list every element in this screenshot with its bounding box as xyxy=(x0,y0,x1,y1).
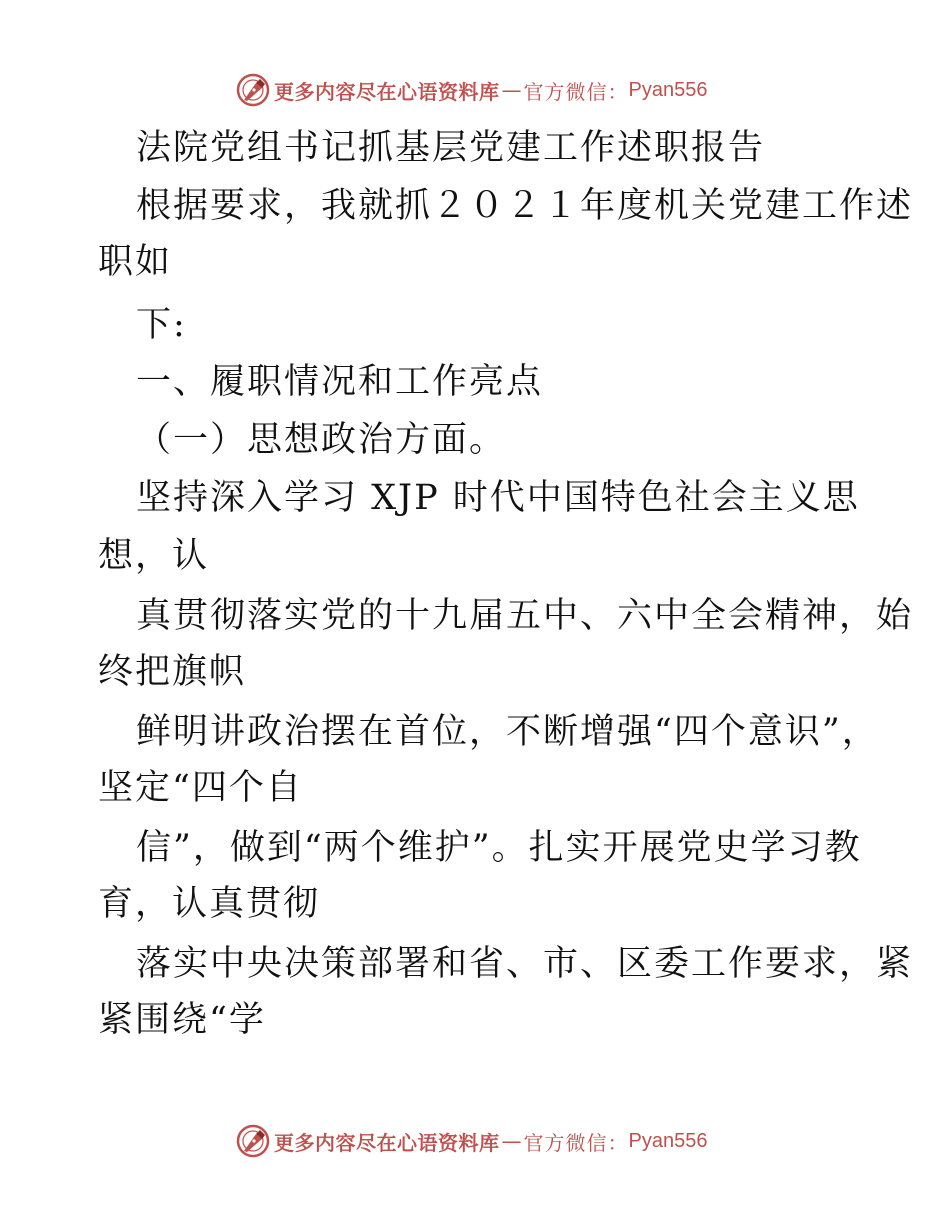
paragraph-line: 根据要求，我就抓２０２１年度机关党建工作述 xyxy=(136,186,914,226)
paragraph-line: 下: xyxy=(136,305,187,345)
paragraph-line: 想，认 xyxy=(98,536,210,576)
paragraph-line: 真贯彻落实党的十九届五中、六中全会精神，始 xyxy=(136,596,914,636)
banner-wechat-label: 官方微信： xyxy=(523,1130,629,1155)
banner-wechat-id: Pyan556 xyxy=(628,1129,708,1152)
pen-nib-logo-icon xyxy=(236,73,270,107)
document-title: 法院党组书记抓基层党建工作述职报告 xyxy=(136,128,766,168)
banner-separator: — xyxy=(501,1129,522,1153)
paragraph-line: 落实中央决策部署和省、市、区委工作要求，紧 xyxy=(136,944,914,984)
section-heading: 一、履职情况和工作亮点 xyxy=(136,362,544,402)
header-banner xyxy=(236,73,756,107)
banner-text: 更多内容尽在心语资料库 xyxy=(274,1130,500,1155)
banner-wechat-id: Pyan556 xyxy=(628,78,708,101)
paragraph-line: 鲜明讲政治摆在首位，不断增强“四个意识”， xyxy=(136,712,879,752)
paragraph-line: 紧围绕“学 xyxy=(98,1000,266,1040)
paragraph-line: 坚定“四个自 xyxy=(98,768,303,808)
paragraph-line: 坚持深入学习 XJP 时代中国特色社会主义思 xyxy=(136,478,860,518)
subsection-heading: （一）思想政治方面。 xyxy=(136,420,507,460)
paragraph-line: 终把旗帜 xyxy=(98,652,247,692)
paragraph-line: 育，认真贯彻 xyxy=(98,884,321,924)
banner-wechat-label: 官方微信： xyxy=(523,79,629,104)
paragraph-line: 信”，做到“两个维护”。扎实开展党史学习教 xyxy=(136,828,862,868)
footer-banner xyxy=(236,1124,756,1158)
paragraph-line: 职如 xyxy=(98,242,173,282)
banner-text: 更多内容尽在心语资料库 xyxy=(274,79,500,104)
pen-nib-logo-icon xyxy=(236,1124,270,1158)
banner-separator: — xyxy=(501,78,522,102)
